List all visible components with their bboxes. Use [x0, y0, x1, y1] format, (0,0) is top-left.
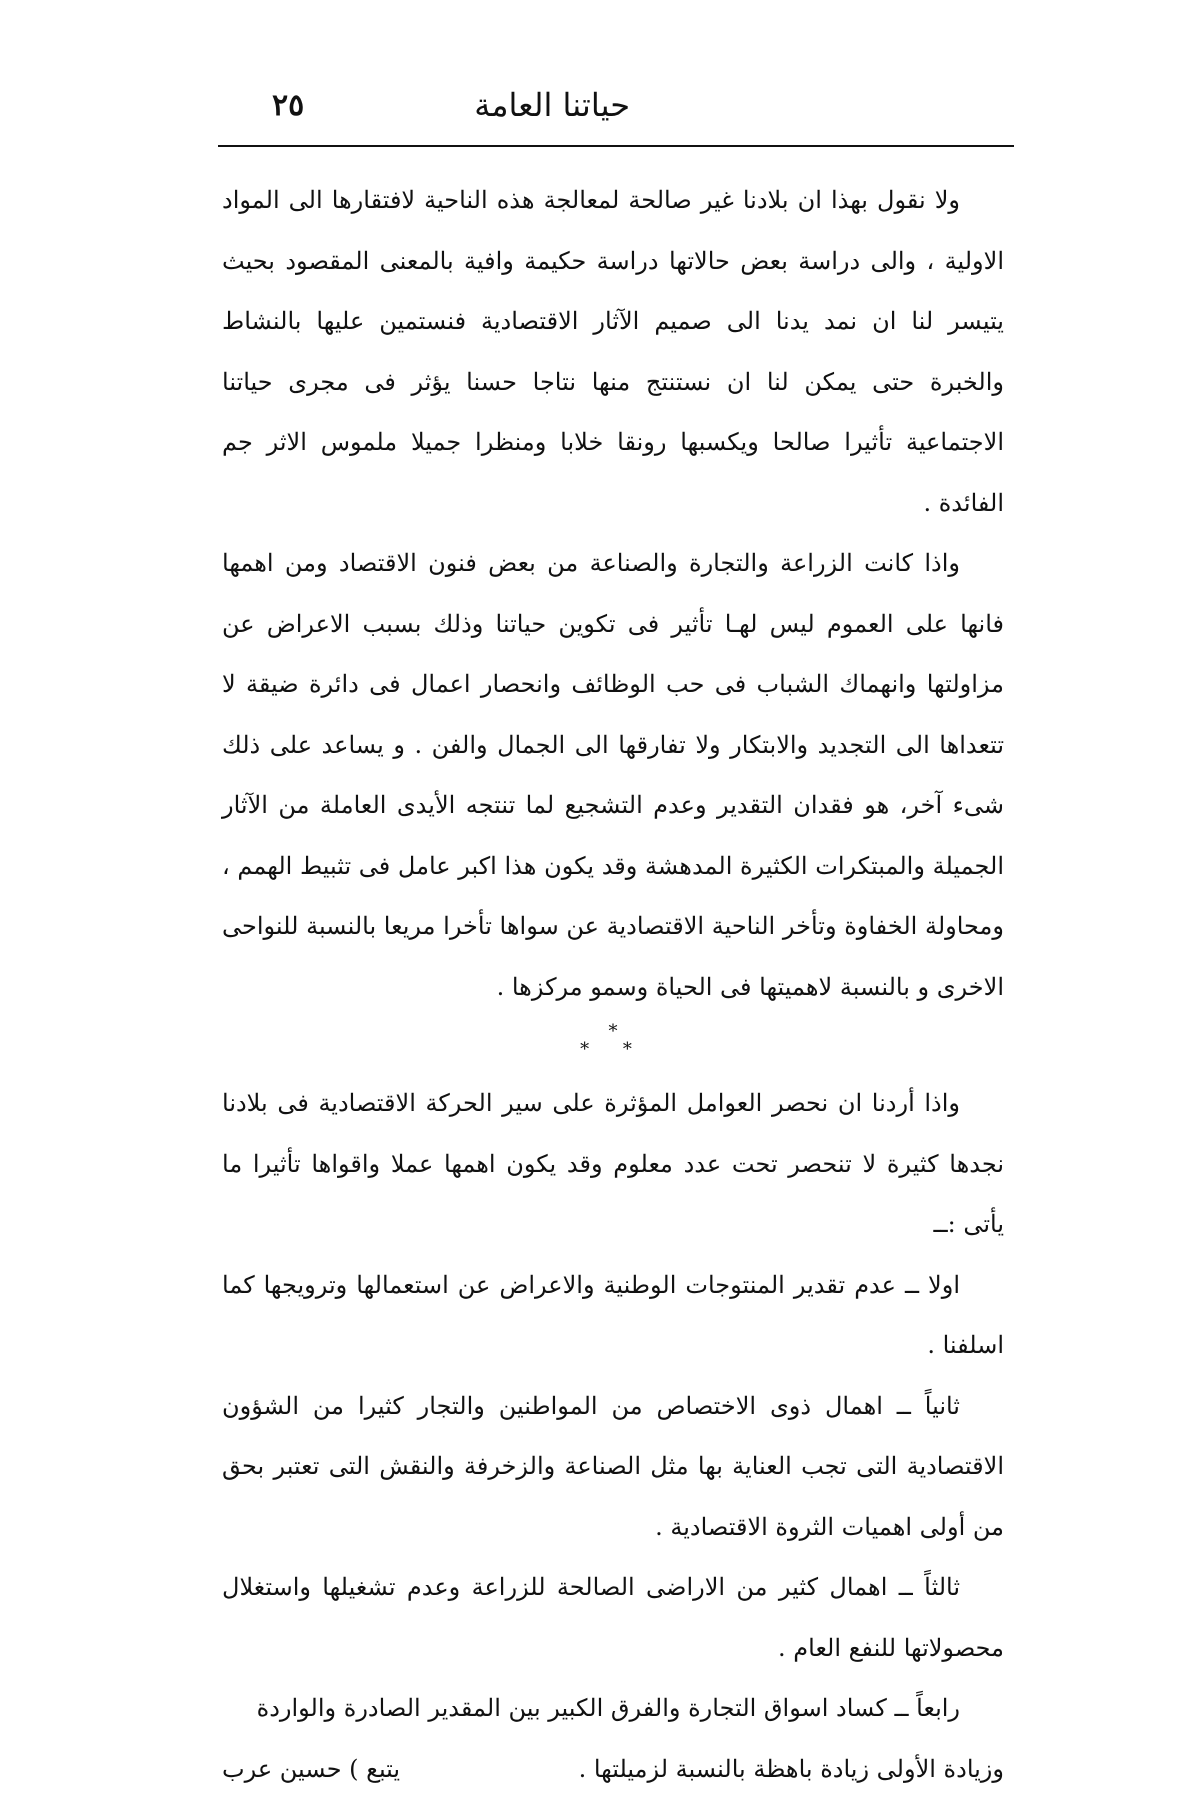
section-intro-paragraph: واذا أردنا ان نحصر العوامل المؤثرة على سير الحركة الاقتصادية فى بلادنا نجدها كثيرة لا تنحصر تحت عدد معلوم وقد يكون اهمها عملا واقواها تأثيرا ما يأتى :ــ	[222, 1089, 1004, 1238]
final-line	[222, 1739, 1004, 1799]
section-divider-asterisks	[222, 1017, 1004, 1073]
paragraph-2: واذا كانت الزراعة والتجارة والصناعة من بعض فنون الاقتصاد ومن اهمها فانها على العموم ليس لهـا تأثير فى تكوين حياتنا وذلك بسبب الاعراض عن مزاولتها وانهماك الشباب فى حب الوظائف وانحصار اعمال فى دائرة ضيقة لا تتعداها الى التجديد والابتكار ولا تفارقها الى الجمال والفن . و يساعد على ذلك شىء آخر، هو فقدان التقدير وعدم التشجيع لما تنتجه الأيدى العاملة من الآثار الجميلة والمبتكرات الكثيرة المدهشة وقد يكون هذا اكبر عامل فى تثبيط الهمم ، ومحاولة الخفاوة وتأخر الناحية الاقتصادية عن سواها تأخرا مريعا بالنسبة للنواحى الاخرى و بالنسبة لاهميتها فى الحياة وسمو مركزها .	[222, 549, 1004, 1001]
article-body	[222, 170, 1004, 1799]
running-title: حياتنا العامة	[474, 86, 630, 124]
list-item-fourth: رابعاً ــ كساد اسواق التجارة والفرق الكبير بين المقدير الصادرة والواردة	[256, 1694, 960, 1722]
running-head	[220, 80, 1010, 134]
divider-bottom-stars: * *	[580, 1039, 646, 1060]
list-item-second: ثانياً ــ اهمال ذوى الاختصاص من المواطنين والتجار كثيرا من الشؤون الاقتصادية التى تجب العناية بها مثل الصناعة والزخرفة والنقش التى تعتبر بحق من أولى اهميات الثروة الاقتصادية .	[222, 1391, 1005, 1541]
final-line-text: وزيادة الأولى زيادة باهظة بالنسبة لزميلتها .	[578, 1754, 1004, 1783]
paragraph-1: ولا نقول بهذا ان بلادنا غير صالحة لمعالجة هذه الناحية لافتقارها الى المواد الاولية ، والى دراسة بعض حالاتها دراسة حكيمة وافية بالمعنى المقصود بحيث يتيسر لنا ان نمد يدنا الى صميم الآثار الاقتصادية فنستمين عليها بالنشاط والخبرة حتى يمكن لنا ان نستنتج منها نتاجا حسنا يؤثر فى مجرى حياتنا الاجتماعية تأثيرا صالحا ويكسبها رونقا خلابا ومنظرا جميلا ملموس الاثر جم الفائدة .	[222, 186, 1005, 517]
list-item-first: اولا ــ عدم تقدير المنتوجات الوطنية والاعراض عن استعمالها وترويجها كما اسلفنا .	[222, 1270, 1004, 1359]
divider-top-star: *	[608, 1021, 618, 1042]
header-rule	[218, 145, 1014, 147]
page-number: ٢٥	[272, 88, 305, 123]
list-item-third: ثالثاً ــ اهمال كثير من الاراضى الصالحة للزراعة وعدم تشغيلها واستغلال محصولاتها للنفع العام .	[222, 1573, 1004, 1662]
continuation-note: يتبع ) حسين عرب	[222, 1754, 401, 1783]
